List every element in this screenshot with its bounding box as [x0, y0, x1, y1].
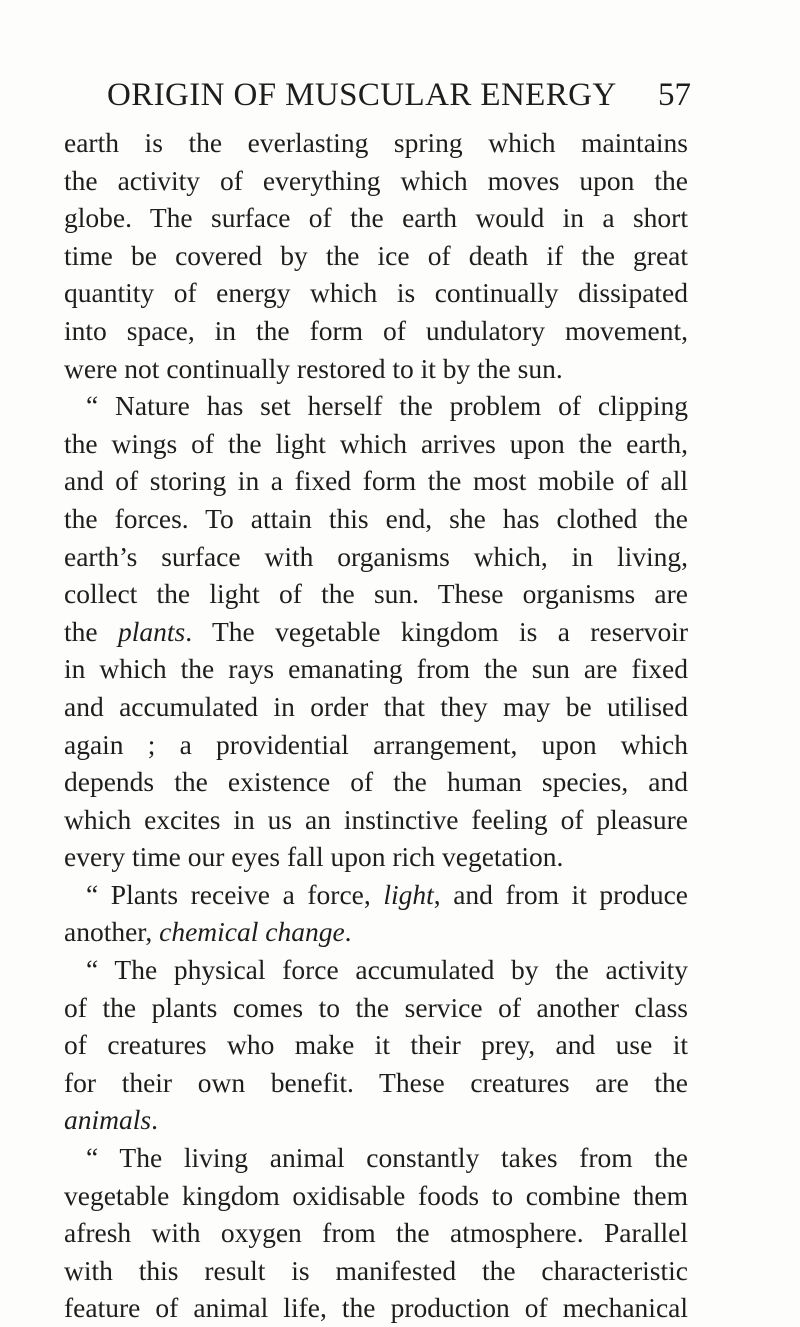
text-line: for their own benefit. These creatures are the	[64, 1066, 688, 1098]
text-line: “ The physical force accumulated by the activity	[86, 954, 688, 986]
text-line: feature of animal life, the production of mechanical	[64, 1292, 688, 1324]
text-line: the wings of the light which arrives upon the earth,	[64, 427, 688, 459]
text-line: in which the rays emanating from the sun are fixed	[64, 653, 688, 685]
text-line: every time our eyes fall upon rich vegetation.	[64, 841, 564, 873]
text-line: “ Nature has set herself the problem of clipping	[86, 390, 688, 422]
text-line: which excites in us an instinctive feeling of pleasure	[64, 803, 688, 835]
text-line: afresh with oxygen from the atmosphere. Parallel	[64, 1217, 688, 1249]
body-text	[64, 124, 688, 1327]
text-line: and of storing in a fixed form the most mobile of all	[64, 465, 688, 497]
text-line: animals.	[64, 1104, 158, 1136]
text-line: the forces. To attain this end, she has clothed the	[64, 502, 688, 534]
page-number: 57	[658, 77, 691, 113]
text-line: the plants. The vegetable kingdom is a reservoir	[64, 615, 688, 647]
italic-term: plants	[117, 615, 186, 647]
text-line: “ Plants receive a force, light, and from it produce	[86, 878, 688, 910]
text-line: earth is the everlasting spring which maintains	[64, 127, 688, 158]
text-line: vegetable kingdom oxidisable foods to combine them	[64, 1179, 688, 1211]
text-line: quantity of energy which is continually dissipated	[64, 277, 688, 309]
text-line: “ The living animal constantly takes from the	[86, 1142, 688, 1174]
running-title: ORIGIN OF MUSCULAR ENERGY	[107, 77, 617, 113]
text-line: again ; a providential arrangement, upon which	[64, 728, 688, 760]
text-line: the activity of everything which moves upon the	[64, 164, 688, 196]
text-line: into space, in the form of undulatory movement,	[64, 314, 688, 346]
text-line: with this result is manifested the characteristic	[64, 1254, 688, 1286]
text-line: earth’s surface with organisms which, in living,	[64, 540, 688, 572]
italic-term: animals	[64, 1104, 152, 1136]
text-line: another, chemical change.	[64, 916, 352, 948]
text-line: time be covered by the ice of death if the great	[64, 239, 688, 271]
text-line: were not continually restored to it by the sun.	[64, 352, 563, 384]
italic-term: chemical change	[159, 916, 345, 948]
text-line: of creatures who make it their prey, and use it	[64, 1029, 688, 1061]
text-line: collect the light of the sun. These organisms are	[64, 578, 688, 610]
running-head	[107, 73, 691, 117]
italic-term: light	[383, 878, 434, 910]
text-line: globe. The surface of the earth would in a short	[64, 202, 688, 234]
text-line: depends the existence of the human species, and	[64, 766, 688, 798]
text-line: of the plants comes to the service of another class	[64, 991, 688, 1023]
text-line: and accumulated in order that they may be utilised	[64, 690, 688, 722]
